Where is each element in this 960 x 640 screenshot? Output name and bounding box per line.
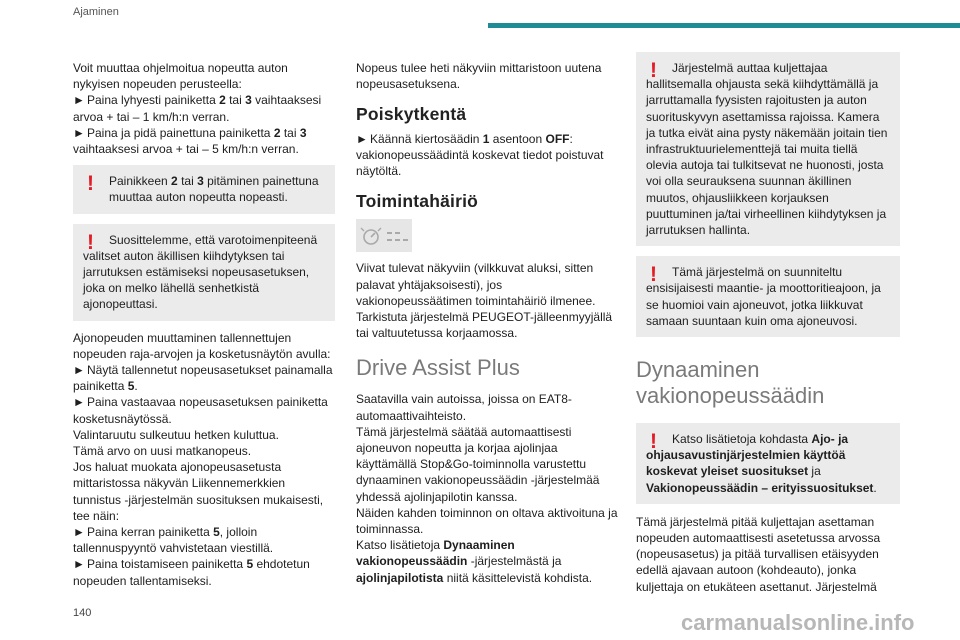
warning-text: Järjestelmä auttaa kuljettajaa hallitsemalla ohjausta sekä kiihdyttämällä ja jarruttamalla fyysisten rajoitusten ja auton suorituskyvyn asettamissa rajoissa. Kamera ja tutka eivät aina pysty näkemään joitain tien infrastruktuurielementtejä tai muita tiellä olevia autoja tai tulkitsevat ne huonosti, josta voi olla seurauksena suunnan äkillinen muutos, ohjausliikkeen korjauksen puuttuminen ja/tai virheellinen kiihdytyksen ja jarrutuksen hallinta. xyxy=(646,61,888,238)
paragraph: Katso lisätietoja Dynaaminen vakionopeussäädin -järjestelmästä ja ajolinjapilotista niitä käsittelevistä kohdista. xyxy=(356,538,593,585)
paragraph: Viivat tulevat näkyviin (vilkkuvat aluksi, sitten palavat yhtäjaksoisesti), jos vakionopeussäätimen toimintahäiriö ilmenee. xyxy=(356,261,596,308)
paragraph: Tämä järjestelmä pitää kuljettajan asettaman nopeuden automaattisesti asetetussa arvossa (nopeusasetus) ja pitää turvallisen etäisyyden edellä ajavaan autoon (kohdeauto), jonka kuljettaja on etukäteen asettanut. Järjestelmä xyxy=(636,514,881,594)
column-2 xyxy=(356,60,618,586)
speedometer-dashes-icon xyxy=(358,223,410,249)
warning-box xyxy=(636,52,900,246)
warning-text: Tämä järjestelmä on suunniteltu ensisijaisesti maantie- ja moottoritieajoon, ja se huomioi vain ajoneuvot, jotka liikkuvat samaan suuntaan kuin oma ajoneuvosi. xyxy=(646,265,881,328)
section-title: Drive Assist Plus xyxy=(356,355,520,381)
arrow-bullet-icon: ► xyxy=(73,525,85,540)
warning-box xyxy=(73,165,335,213)
watermark: carmanualsonline.info xyxy=(681,610,915,635)
arrow-bullet-icon: ► xyxy=(73,93,85,108)
paragraph: Näiden kahden toiminnon on oltava aktivoituna ja toiminnassa. xyxy=(356,505,618,537)
warning-text: Katso lisätietoja kohdasta Ajo- ja ohjausavustinjärjestelmien käyttöä koskevat yleiset suositukset ja Vakionopeussäädin – erityissuositukset. xyxy=(646,432,877,495)
column-3 xyxy=(636,52,900,595)
bullet-item: ► Paina toistamiseen painiketta 5 ehdotetun nopeuden tallentamiseksi. xyxy=(73,557,310,588)
running-header: Ajaminen xyxy=(73,6,119,18)
paragraph: Jos haluat muokata ajonopeusasetusta mittaristossa näkyvän Liikennemerkkien tunnistus -järjestelmän suosituksen mukaisesti, tee näin: xyxy=(73,460,324,523)
section-heading: Toimintahäiriö xyxy=(356,191,479,212)
column-1 xyxy=(73,60,335,589)
arrow-bullet-icon: ► xyxy=(73,363,85,378)
paragraph: Ajonopeuden muuttaminen tallennettujen nopeuden raja-arvojen ja kosketusnäytön avulla: xyxy=(73,330,331,361)
warning-icon: ! xyxy=(650,59,657,82)
cruise-control-fault-icon xyxy=(356,219,412,252)
paragraph: Tämä järjestelmä säätää automaattisesti ajoneuvon nopeutta ja korjaa ajolinjaa käyttämällä Stop&Go-toiminnolla varustettu dynaaminen vakionopeussäädin -järjestelmää yhdessä ajolinjapilotin kanssa. xyxy=(356,424,600,504)
warning-box xyxy=(636,423,900,504)
arrow-bullet-icon: ► xyxy=(356,131,368,146)
bullet-item: ► Käännä kiertosäädin 1 asentoon OFF: vakionopeussäädintä koskevat tiedot poistuvat näytöltä. xyxy=(356,131,604,179)
paragraph: Valintaruutu sulkeutuu hetken kuluttua. xyxy=(73,427,279,442)
paragraph: Voit muuttaa ohjelmoitua nopeutta auton nykyisen nopeuden perusteella: xyxy=(73,61,288,92)
section-title: Dynaaminen vakionopeussäädin xyxy=(636,357,825,409)
bullet-item: ► Paina kerran painiketta 5, jolloin tallennuspyyntö vahvistetaan viestillä. xyxy=(73,525,274,556)
paragraph: Tarkistuta järjestelmä PEUGEOT-jälleenmyyjällä tai valtuutetussa korjaamossa. xyxy=(356,310,613,341)
paragraph: Tämä arvo on uusi matkanopeus. xyxy=(73,444,252,459)
page-number: 140 xyxy=(73,607,92,619)
arrow-bullet-icon: ► xyxy=(73,125,85,140)
bullet-item: ► Paina ja pidä painettuna painiketta 2 tai 3 vaihtaaksesi arvoa + tai – 5 km/h:n verran. xyxy=(73,125,307,157)
warning-text: Suosittelemme, että varotoimenpiteenä valitset auton äkillisen kiihdytyksen tai jarrutuksen estämiseksi nopeusasetuksen, joka on melko lähellä senhetkistä ajonopeuttasi. xyxy=(83,232,318,312)
paragraph: Nopeus tulee heti näkyviin mittaristoon uutena nopeusasetuksena. xyxy=(356,61,602,92)
warning-box xyxy=(73,224,335,321)
paragraph: Saatavilla vain autoissa, joissa on EAT8-automaattivaihteisto. xyxy=(356,392,572,423)
bullet-item: ► Paina lyhyesti painiketta 2 tai 3 vaihtaaksesi arvoa + tai – 1 km/h:n verran. xyxy=(73,93,322,124)
bullet-item: ► Paina vastaavaa nopeusasetuksen painiketta kosketusnäytössä. xyxy=(73,395,328,426)
section-heading: Poiskytkentä xyxy=(356,104,467,125)
warning-text: Painikkeen 2 tai 3 pitäminen painettuna muuttaa auton nopeutta nopeasti. xyxy=(109,174,319,205)
header-accent-bar xyxy=(488,23,960,28)
warning-icon: ! xyxy=(650,263,657,287)
arrow-bullet-icon: ► xyxy=(73,395,85,410)
warning-icon: ! xyxy=(650,430,657,454)
warning-icon: ! xyxy=(87,230,94,254)
warning-box xyxy=(636,256,900,337)
arrow-bullet-icon: ► xyxy=(73,557,85,572)
bullet-item: ► Näytä tallennetut nopeusasetukset painamalla painiketta 5. xyxy=(73,363,333,394)
warning-icon: ! xyxy=(87,172,94,196)
